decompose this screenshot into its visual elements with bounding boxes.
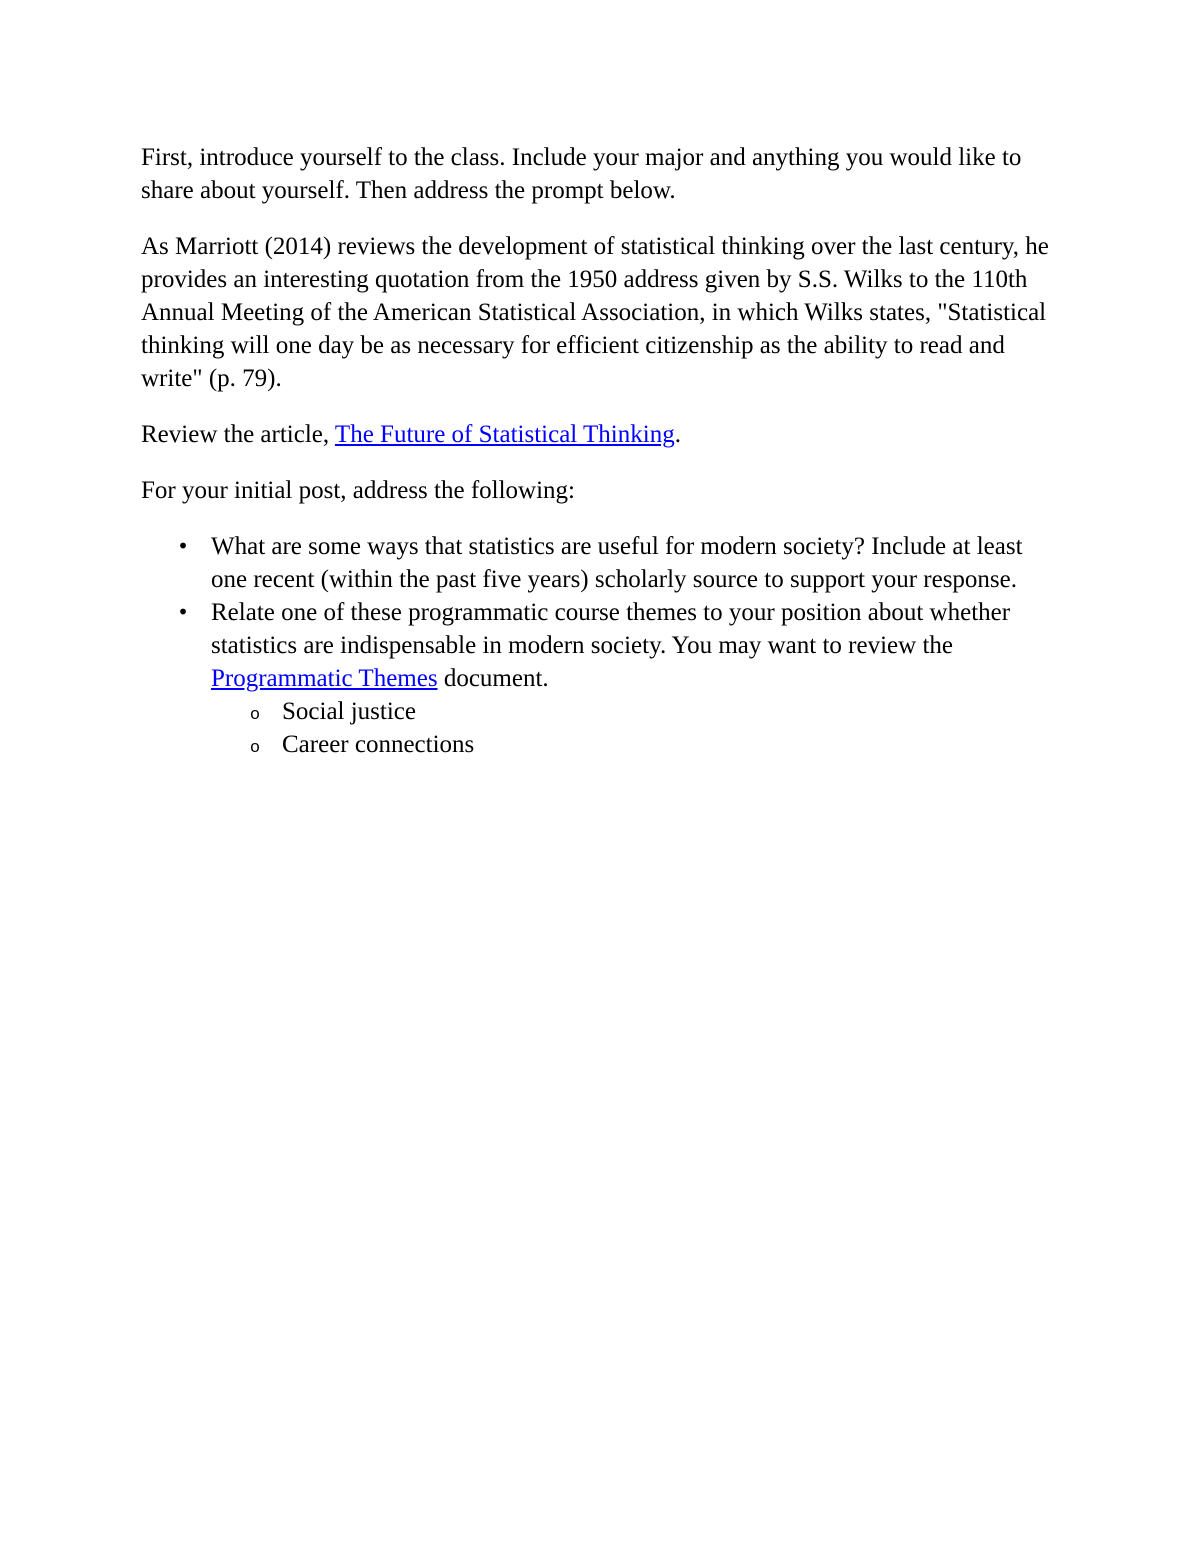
programmatic-themes-link[interactable]: Programmatic Themes: [211, 665, 438, 692]
instructions-paragraph: For your initial post, address the following:: [141, 477, 575, 504]
circle-bullet-icon: o: [250, 737, 260, 756]
review-prefix: Review the article,: [141, 421, 335, 448]
document-body: [141, 141, 1061, 761]
bullet-text-prefix: Relate one of these programmatic course themes to your position about whether statistics are indispensable in modern society. You may want to review the: [211, 599, 1011, 659]
bullet-icon: •: [177, 534, 189, 558]
sub-item-career-connections: [211, 728, 1061, 761]
bullet-item-programmatic-themes: [141, 596, 1061, 761]
circle-bullet-icon: o: [250, 704, 260, 723]
sub-item-text: Social justice: [282, 698, 416, 725]
bullet-text: What are some ways that statistics are useful for modern society? Include at least one recent (within the past five years) scholarly source to support your response.: [211, 533, 1023, 593]
theme-sub-list: [211, 695, 1061, 761]
review-paragraph: [141, 418, 1061, 451]
prompt-bullet-list: [141, 530, 1061, 761]
bullet-text-suffix: document.: [437, 665, 549, 692]
bullet-item-usefulness: [141, 530, 1061, 596]
future-of-statistical-thinking-link[interactable]: The Future of Statistical Thinking: [334, 421, 675, 448]
intro-paragraph: First, introduce yourself to the class. Include your major and anything you would like to share about yourself. Then address the prompt below.: [141, 144, 1022, 204]
review-suffix: .: [674, 421, 681, 448]
sub-item-social-justice: [211, 695, 1061, 728]
bullet-icon: •: [177, 600, 189, 624]
sub-item-text: Career connections: [282, 731, 475, 758]
context-paragraph: As Marriott (2014) reviews the development of statistical thinking over the last century, he provides an interesting quotation from the 1950 address given by S.S. Wilks to the 110th Annual Meeting of the American Statistical Association, in which Wilks states, "Statistical thinking will one day be as necessary for efficient citizenship as the ability to read and write" (p. 79).: [141, 233, 1049, 392]
